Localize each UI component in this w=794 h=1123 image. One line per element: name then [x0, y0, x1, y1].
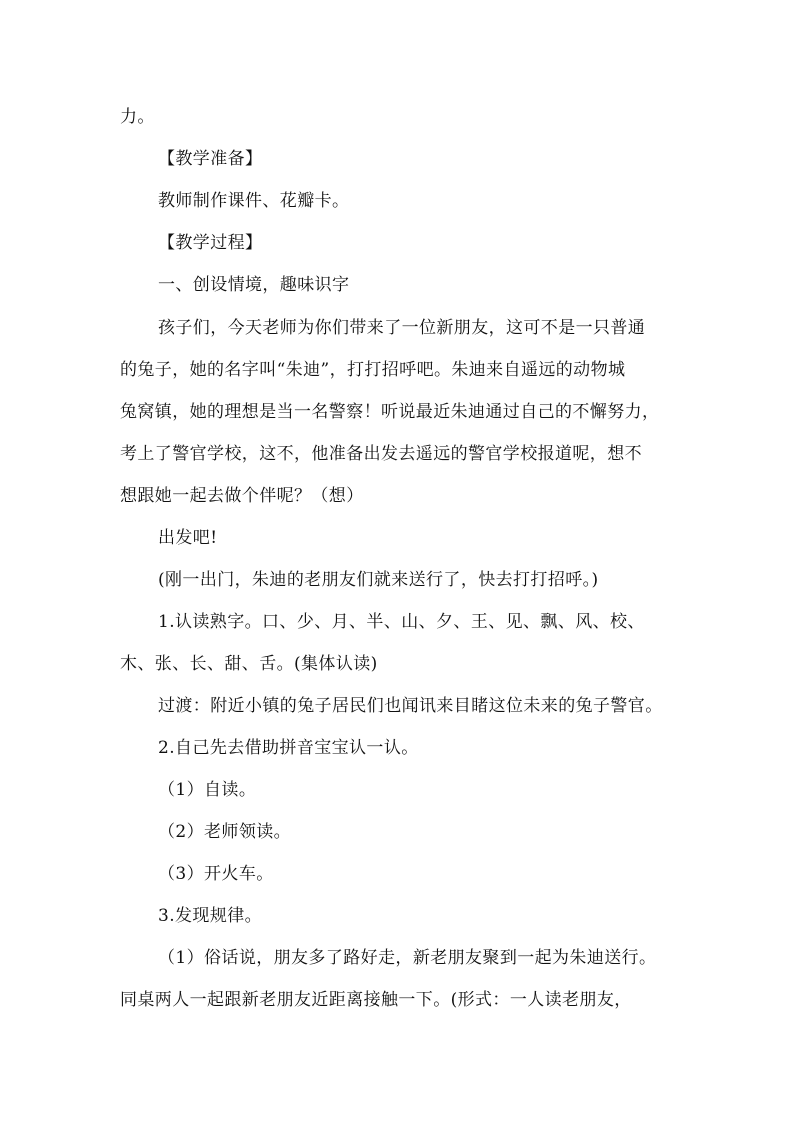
paragraph-line: （1）俗话说，朋友多了路好走，新老朋友聚到一起为朱迪送行。 [158, 948, 657, 968]
paragraph-line: 1.认读熟字。口、少、月、半、山、夕、王、见、飘、风、校、 [158, 612, 645, 632]
paragraph-line: 兔窝镇，她的理想是当一名警察！听说最近朱迪通过自己的不懈努力， [120, 402, 660, 422]
paragraph-continuation: 力。 [120, 107, 155, 127]
list-item: （3）开火车。 [158, 864, 274, 884]
list-item: （1）自读。 [158, 780, 257, 800]
list-item: （2）老师领读。 [158, 822, 292, 842]
paragraph-line: 孩子们，今天老师为你们带来了一位新朋友，这可不是一只普通 [158, 318, 646, 338]
step-heading-1: 一、创设情境，趣味识字 [158, 275, 350, 295]
paragraph-line: 过渡：附近小镇的兔子居民们也闻讯来目睹这位未来的兔子警官。 [158, 696, 663, 716]
paragraph-line: (刚一出门，朱迪的老朋友们就来送行了，快去打打招呼。) [158, 570, 599, 590]
paragraph-line: 木、张、长、甜、舌。(集体认读) [120, 654, 378, 674]
preparation-text: 教师制作课件、花瓣卡。 [158, 191, 350, 211]
paragraph-line: 2.自己先去借助拼音宝宝认一认。 [158, 738, 419, 758]
paragraph-line: 的兔子，她的名字叫“朱迪”，打打招呼吧。朱迪来自遥远的动物城 [120, 360, 626, 380]
paragraph-line: 3.发现规律。 [158, 906, 263, 926]
section-heading-preparation: 【教学准备】 [158, 149, 263, 169]
paragraph-line: 同桌两人一起跟新老朋友近距离接触一下。(形式：一人读老朋友， [120, 990, 632, 1010]
paragraph-line: 出发吧! [158, 528, 218, 548]
paragraph-line: 考上了警官学校，这不，他准备出发去遥远的警官学校报道呢，想不 [120, 444, 642, 464]
paragraph-line: 想跟她一起去做个伴呢？（想） [120, 486, 364, 506]
section-heading-process: 【教学过程】 [158, 233, 263, 253]
